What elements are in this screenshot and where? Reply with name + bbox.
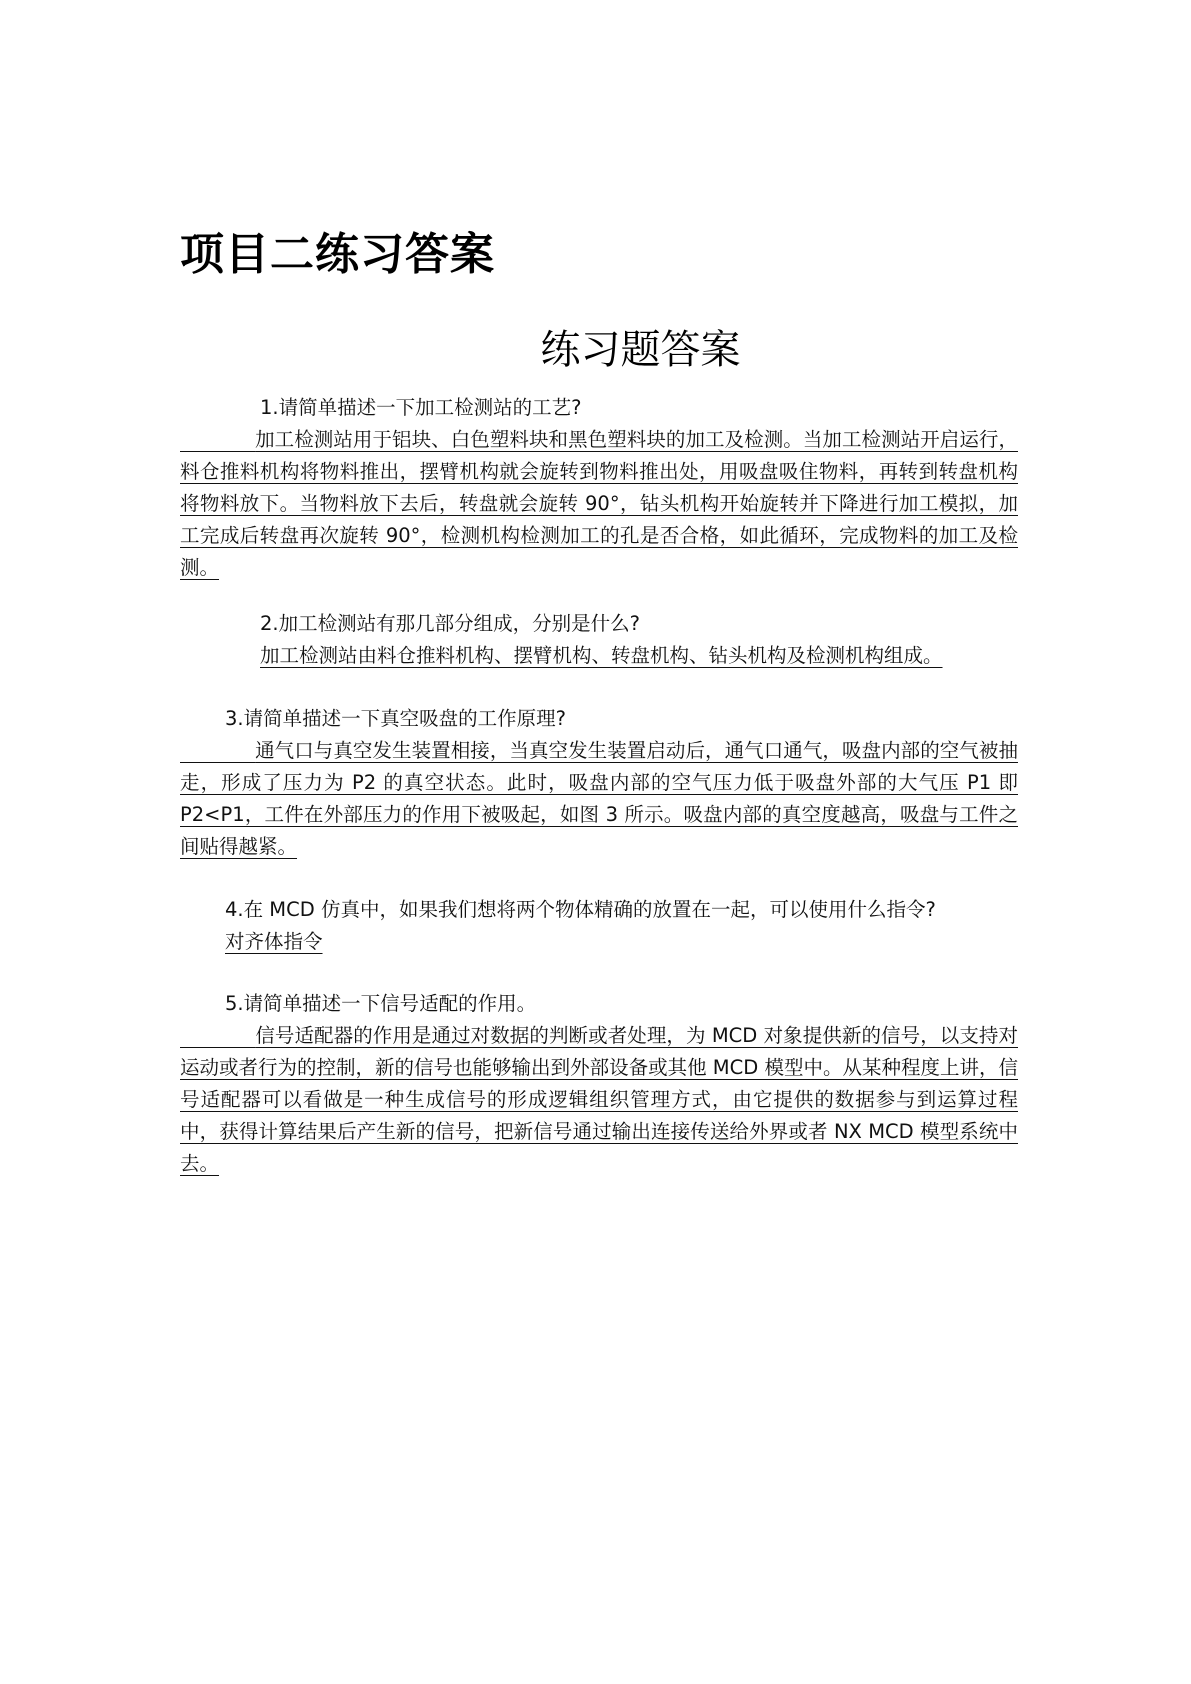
answer-text: 加工检测站用于铝块、白色塑料块和黑色塑料块的加工及检测。当加工检测站开启运行，料仓推料机构将物料推出，摆臂机构就会旋转到物料推出处，用吸盘吸住物料，再转到转盘机构将物料放下。当物料放下去后，转盘就会旋转 90°，钻头机构开始旋转并下降进行加工模拟，加工完成后转盘再次旋转 90°，检测机构检测加工的孔是否合格，如此循环，完成物料的加工及检测。 bbox=[180, 428, 1018, 579]
qa-item bbox=[180, 608, 1018, 672]
question-text: 4.在 MCD 仿真中，如果我们想将两个物体精确的放置在一起，可以使用什么指令? bbox=[225, 898, 936, 921]
answer-text: 加工检测站由料仓推料机构、摆臂机构、转盘机构、钻头机构及检测机构组成。 bbox=[260, 644, 943, 667]
question-text: 1.请简单描述一下加工检测站的工艺? bbox=[260, 396, 582, 419]
qa-item bbox=[180, 703, 1018, 863]
answer-text: 通气口与真空发生装置相接，当真空发生装置启动后，通气口通气，吸盘内部的空气被抽走，形成了压力为 P2 的真空状态。此时，吸盘内部的空气压力低于吸盘外部的大气压 P1 即 P2<P1，工件在外部压力的作用下被吸起，如图 3 所示。吸盘内部的真空度越高，吸盘与工件之间贴得越紧。 bbox=[180, 739, 1018, 858]
answer-text: 对齐体指令 bbox=[225, 930, 323, 953]
question-text: 5.请简单描述一下信号适配的作用。 bbox=[225, 992, 537, 1015]
question-text: 2.加工检测站有那几部分组成，分别是什么? bbox=[260, 612, 640, 635]
qa-item bbox=[180, 392, 1018, 584]
answer-text: 信号适配器的作用是通过对数据的判断或者处理，为 MCD 对象提供新的信号，以支持对运动或者行为的控制，新的信号也能够输出到外部设备或其他 MCD 模型中。从某种程度上讲，信号适配器可以看做是一种生成信号的形成逻辑组织管理方式，由它提供的数据参与到运算过程中，获得计算结果后产生新的信号，把新信号通过输出连接传送给外界或者 NX MCD 模型系统中去。 bbox=[180, 1024, 1018, 1175]
question-text: 3.请简单描述一下真空吸盘的工作原理? bbox=[225, 707, 566, 730]
qa-item bbox=[180, 894, 1018, 958]
section-title: 练习题答案 bbox=[540, 327, 741, 373]
qa-item bbox=[180, 988, 1018, 1180]
page-title: 项目二练习答案 bbox=[180, 229, 495, 280]
